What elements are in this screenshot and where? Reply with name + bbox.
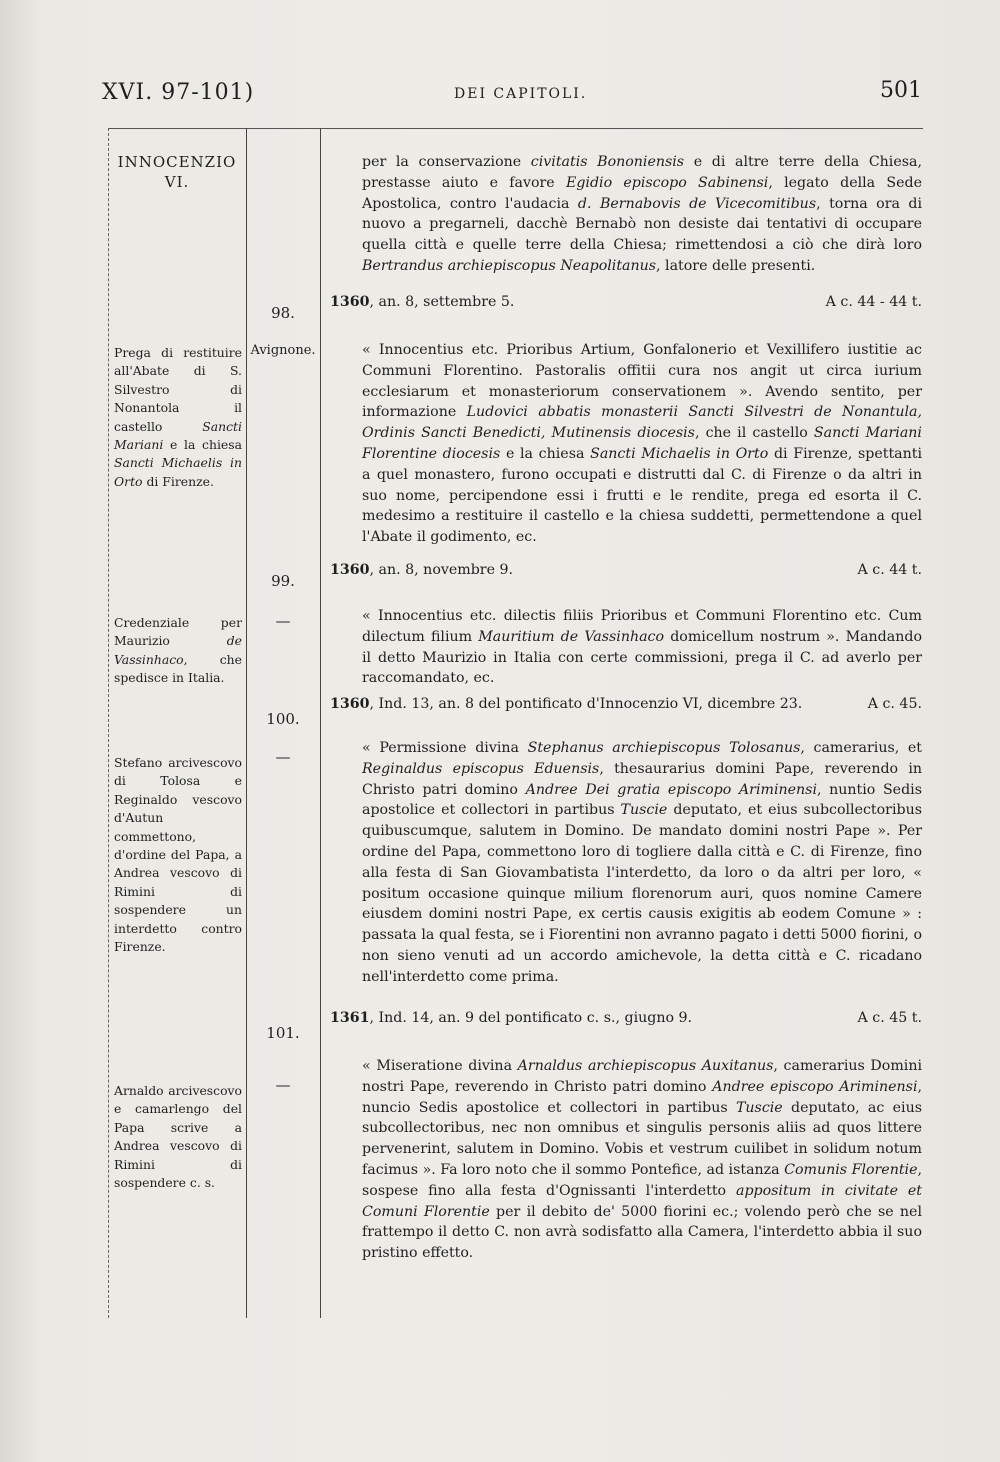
entry-100-number: 100.	[266, 710, 300, 728]
running-head	[102, 78, 922, 108]
entry-101-place: —	[275, 1076, 291, 1094]
entry-99-place: —	[275, 612, 291, 630]
entry-99-heading	[330, 562, 922, 584]
column-rule-1	[246, 128, 247, 1318]
entry-100-reference: A c. 45.	[867, 696, 922, 712]
entry-101-heading	[330, 1010, 922, 1032]
entry-99-number: 99.	[271, 572, 295, 590]
entry-99-year: 1360	[330, 562, 370, 578]
entry-101-text: « Miseratione divina Arnaldus archiepiscopus Auxitanus, camerarius Domini nostri Pape, reverendo in Christo patri domino Andree episcopo Ariminensi, nuncio Sedis apostolice et collectori in partibus Tuscie deputato, ac eius subcollectoribus, nec non omnibus et singulis personis aliis ad quos littere pervenerint, salutem in Domino. Vobis et vestrum cuilibet in solidum notum facimus ». Fa loro noto che il sommo Pontefice, ad istanza Comunis Florentie, sospese fino alla festa d'Ognissanti l'interdetto appositum in civitate et Comuni Florentie per il debito de' 5000 fiorini ec.; volendo però che se nel frattempo il detto C. non avrà sodisfatto alla Camera, l'interdetto abbia il suo pristino effetto.	[362, 1058, 923, 1262]
pope-heading	[110, 152, 244, 192]
entry-100-date-rest: , Ind. 13, an. 8 del pontificato d'Innocenzio VI, dicembre 23.	[369, 696, 803, 712]
entry-100-heading	[330, 696, 922, 718]
entry-97-text: per la conservazione civitatis Bononiensis e di altre terre della Chiesa, prestasse aiuto e favore Egidio episcopo Sabinensi, legato della Sede Apostolica, contro l'audacia d. Bernabovis de Vicecomitibus, torna ora di nuovo a pregarneli, dacchè Bernabò non desiste dai tentativi di occupare quella città e quelle terre della Chiesa; rimettendosi a ciò che dirà loro Bertrandus archiepiscopus Neapolitanus, latore delle presenti.	[362, 154, 923, 274]
entry-101-reference: A c. 45 t.	[857, 1010, 922, 1026]
entry-100-date	[330, 696, 802, 712]
left-margin-rule	[108, 128, 109, 1318]
entry-101-date-rest: , Ind. 14, an. 9 del pontificato c. s., giugno 9.	[369, 1010, 693, 1026]
pope-name: INNOCENZIO	[117, 153, 237, 171]
entry-100-year: 1360	[330, 696, 370, 712]
table-top-rule	[108, 128, 923, 129]
running-head-center: DEI CAPITOLI.	[454, 86, 588, 102]
column-rule-2	[320, 128, 321, 1318]
entry-98-year: 1360	[330, 294, 370, 310]
entry-101-date	[330, 1010, 692, 1026]
entry-101-number: 101.	[266, 1024, 300, 1042]
pope-number: VI.	[164, 173, 190, 191]
entry-100-place: —	[275, 748, 291, 766]
entry-98-summary: Prega di restituire all'Abate di S. Silvestro di Nonantola il castello Sancti Mariani e la chiesa Sancti Michaelis in Orto di Firenze.	[114, 345, 242, 489]
page-number: 501	[880, 78, 922, 103]
entry-99-text: « Innocentius etc. dilectis filiis Prioribus et Communi Florentino etc. Cum dilectum filium Mauritium de Vassinhaco domicellum nostrum ». Mandando il detto Maurizio in Italia con certe commissioni, prega il C. ad averlo per raccomandato, ec.	[362, 608, 922, 687]
entry-98-date-rest: , an. 8, settembre 5.	[369, 294, 515, 310]
entry-101-year: 1361	[330, 1010, 370, 1026]
entry-98-date	[330, 294, 514, 310]
running-head-left: XVI. 97-101)	[102, 80, 255, 105]
entry-99-reference: A c. 44 t.	[857, 562, 922, 578]
entry-98-text: « Innocentius etc. Prioribus Artium, Gonfalonerio et Vexillifero iustitie ac Communi Florentino. Pastoralis offitii cura nos angit ut circa iurium ecclesiarum et monasteriorum conservationem ». Avendo sentito, per informazione Ludovici abbatis monasterii Sancti Silvestri de Nonantula, Ordinis Sancti Benedicti, Mutinensis diocesis, che il castello Sancti Mariani Florentine diocesis e la chiesa Sancti Michaelis in Orto di Firenze, spettanti a quel monastero, furono occupati e distrutti dal C. di Firenze o da altri in suo nome, percipendone essi i frutti e le rendite, prega ed esorta il C. medesimo a restituire il castello e la chiesa suddetti, permettendone a quel l'Abate il godimento, ec.	[362, 342, 923, 546]
entry-98-number: 98.	[271, 304, 295, 322]
entry-99-summary: Credenziale per Maurizio de Vassinhaco, che spedisce in Italia.	[114, 615, 242, 686]
entry-101-summary: Arnaldo arcivescovo e camarlengo del Papa scrive a Andrea vescovo di Rimini di sospendere c. s.	[114, 1083, 242, 1191]
entry-100-text: « Permissione divina Stephanus archiepiscopus Tolosanus, camerarius, et Reginaldus episcopus Eduensis, thesaurarius domini Pape, reverendo in Christo patri domino Andree Dei gratia episcopo Ariminensi, nuntio Sedis apostolice et collectori in partibus Tuscie deputato, et eius subcollectoribus quibuscumque, salutem in Domino. De mandato domini nostri Pape ». Per ordine del Papa, commettono loro di togliere dalla città e C. di Firenze, fino alla festa di San Giovambatista l'interdetto, da loro o da altri per loro, « positum occasione quinque milium florenorum auri, quos nomine Camere eiusdem domini nostri Pape, ex certis causis exigitis ab eodem Comune » : passata la qual festa, se i Fiorentini non avranno pagato i detti 5000 fiorini, o non sieno venuti ad un accordo amichevole, la detta città e C. ricadano nell'interdetto come prima.	[362, 740, 923, 985]
entry-100-summary: Stefano arcivescovo di Tolosa e Reginaldo vescovo d'Autun commettono, d'ordine del Papa, a Andrea vescovo di Rimini di sospendere un interdetto contro Firenze.	[114, 755, 242, 955]
entry-98-reference: A c. 44 - 44 t.	[825, 294, 922, 310]
entry-98-place: Avignone.	[250, 343, 316, 358]
entry-99-date	[330, 562, 513, 578]
entry-98-heading	[330, 294, 922, 316]
entry-99-date-rest: , an. 8, novembre 9.	[369, 562, 514, 578]
